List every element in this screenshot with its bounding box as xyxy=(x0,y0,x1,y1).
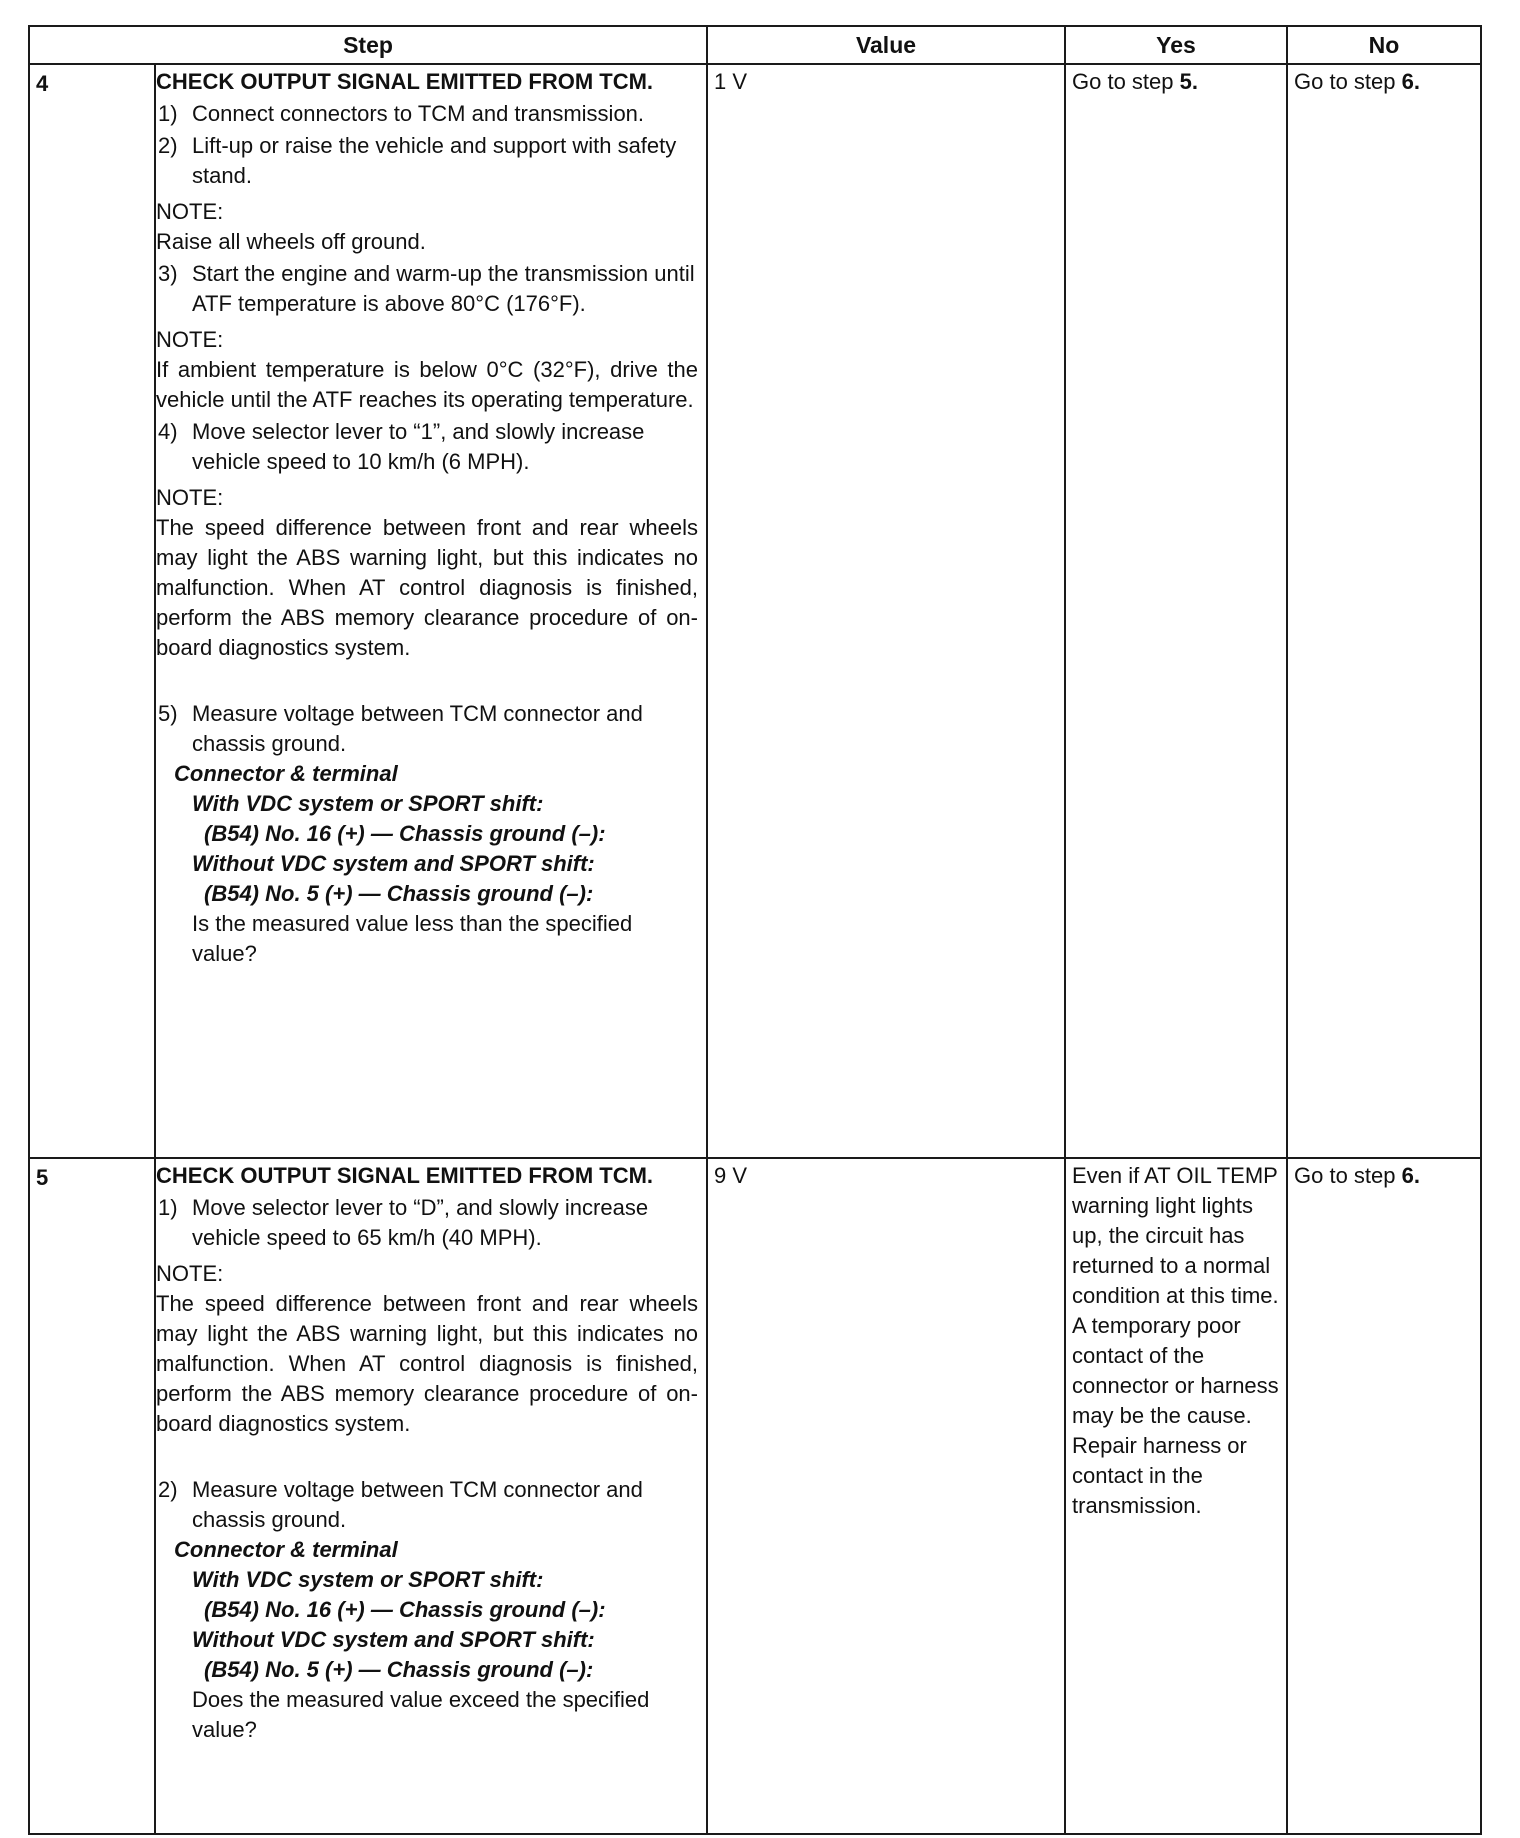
no-cell: Go to step 6. xyxy=(1287,1158,1481,1834)
header-yes: Yes xyxy=(1065,26,1287,64)
substep: 5) Measure voltage between TCM connector and chassis ground. xyxy=(158,701,643,756)
value-cell: 9 V xyxy=(707,1158,1065,1834)
step-cell xyxy=(155,1158,707,1834)
connector-terminal: Connector & terminal With VDC system or SPORT shift: (B54) No. 16 (+) — Chassis ground (–): Without VDC system and SPORT shift: (B54) No. 5 (+) — Chassis ground (–): xyxy=(174,1537,606,1682)
step-number: 4 xyxy=(29,64,155,1158)
table-row xyxy=(29,64,1481,1158)
note: NOTE: The speed difference between front and rear wheels may light the ABS warning light, but this indicates no malfunction. When AT control diagnosis is finished, perform the ABS memory clearance procedure of on-board diagnostics system. xyxy=(156,1261,698,1436)
note: NOTE: Raise all wheels off ground. xyxy=(156,199,426,254)
step-number: 5 xyxy=(29,1158,155,1834)
substep: 1) Move selector lever to “D”, and slowly increase vehicle speed to 65 km/h (40 MPH). xyxy=(158,1195,649,1250)
substep: 3) Start the engine and warm-up the transmission until ATF temperature is above 80°C (176°F). xyxy=(158,261,695,316)
substep: 2) Lift-up or raise the vehicle and support with safety stand. xyxy=(158,133,677,188)
header-row xyxy=(29,26,1481,64)
step-title: CHECK OUTPUT SIGNAL EMITTED FROM TCM. xyxy=(156,1163,654,1188)
diagnostic-table xyxy=(28,25,1482,1835)
value-cell: 1 V xyxy=(707,64,1065,1158)
substep: 4) Move selector lever to “1”, and slowly increase vehicle speed to 10 km/h (6 MPH). xyxy=(158,419,645,474)
header-no: No xyxy=(1287,26,1481,64)
yes-cell: Even if AT OIL TEMP warning light lights up, the circuit has returned to a normal condition at this time. A temporary poor contact of the connector or harness may be the cause. Repair harness or contact in the transmission. xyxy=(1065,1158,1287,1834)
no-cell: Go to step 6. xyxy=(1287,64,1481,1158)
step-title: CHECK OUTPUT SIGNAL EMITTED FROM TCM. xyxy=(156,69,654,94)
yes-cell: Go to step 5. xyxy=(1065,64,1287,1158)
table-row xyxy=(29,1158,1481,1834)
header-step: Step xyxy=(29,26,707,64)
connector-terminal: Connector & terminal With VDC system or SPORT shift: (B54) No. 16 (+) — Chassis ground (–): Without VDC system and SPORT shift: (B54) No. 5 (+) — Chassis ground (–): xyxy=(174,761,606,906)
note: NOTE: If ambient temperature is below 0°C (32°F), drive the vehicle until the ATF reaches its operating temperature. xyxy=(156,327,698,412)
substep: 2) Measure voltage between TCM connector and chassis ground. xyxy=(158,1477,643,1532)
header-value: Value xyxy=(707,26,1065,64)
note: NOTE: The speed difference between front and rear wheels may light the ABS warning light, but this indicates no malfunction. When AT control diagnosis is finished, perform the ABS memory clearance procedure of on-board diagnostics system. xyxy=(156,485,698,660)
step-question: Does the measured value exceed the specified value? xyxy=(192,1687,650,1742)
step-cell xyxy=(155,64,707,1158)
step-question: Is the measured value less than the specified value? xyxy=(192,911,633,966)
substep: 1) Connect connectors to TCM and transmission. xyxy=(158,101,645,126)
